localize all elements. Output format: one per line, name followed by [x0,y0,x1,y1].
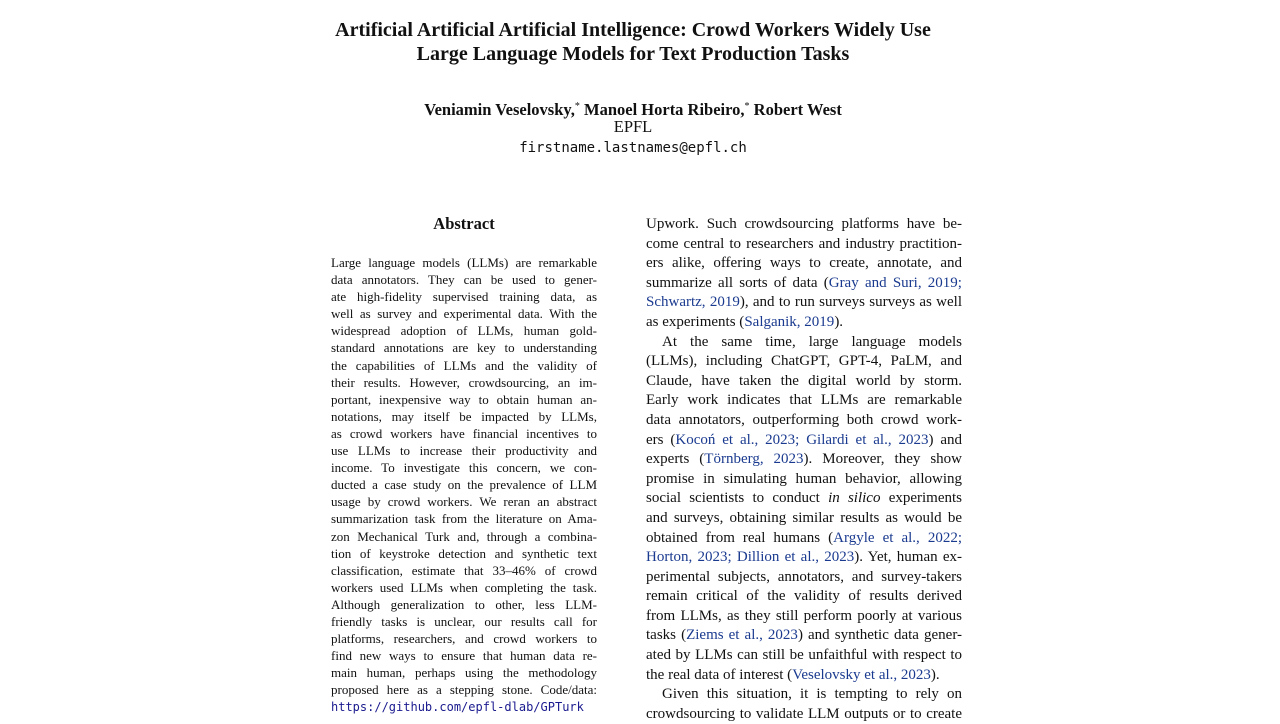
abstract-line: proposed here as a stepping stone. Code/data: [331,682,597,698]
abstract-line: classification, estimate that 33–46% of crowd [331,562,597,578]
abstract-line: ducted a case study on the prevalence of LLM [331,477,597,493]
title-line-1: Artificial Artificial Artificial Intelligence: Crowd Workers Widely Use [335,19,931,41]
author-3: Robert West [753,100,842,119]
abstract-line: data annotators. They can be used to gener- [331,272,597,288]
body-line [646,450,962,470]
body-text: ). Yet, human ex- [854,549,962,566]
equal-contribution-mark: * [744,101,750,112]
body-line [646,666,962,686]
abstract-line: zon Mechanical Turk and, through a combina- [331,528,597,544]
citation-link[interactable]: Schwartz, 2019 [646,294,740,311]
body-text: experts ( [646,451,705,468]
citation-link[interactable]: Argyle et al., 2022; [833,529,962,546]
abstract-heading: Abstract [433,214,495,233]
equal-contribution-mark: * [574,101,580,112]
abstract-line: friendly tasks is unclear, our results call for [331,613,597,629]
body-text: ) and synthetic data gener- [797,627,962,644]
body-line: from LLMs, as they still perform poorly at various [646,607,962,624]
abstract-line: as crowd workers have financial incentives to [331,425,597,441]
body-text: ), and to run surveys surveys as well [739,294,962,311]
body-line: ated by LLMs can still be unfaithful with respect to [646,647,962,664]
body-line [646,489,962,509]
abstract-line: ate high-fidelity supervised training data, as [331,289,597,305]
paper-title [300,18,966,66]
body-line [646,626,962,646]
citation-link[interactable]: Gray and Suri, 2019; [828,274,962,291]
body-text: obtained from real humans ( [646,529,834,546]
body-line: Early work indicates that LLMs are remarkable [646,392,962,409]
abstract-code-line [331,698,597,716]
body-text: as experiments ( [646,313,745,330]
abstract-line: usage by crowd workers. We reran an abstract [331,494,597,510]
body-line [646,529,962,549]
body-text: tasks ( [646,627,687,644]
abstract-line: their results. However, crowdsourcing, an im- [331,374,597,390]
body-line: Given this situation, it is tempting to rely on [662,686,962,703]
abstract-line: platforms, researchers, and crowd workers to [331,631,597,647]
abstract-line: Although generalization to other, less LLM- [331,596,597,612]
abstract-line: find new ways to ensure that human data re- [331,648,597,664]
body-text: ) and [928,431,962,448]
author-email: firstname.lastnames@epfl.ch [519,140,747,156]
citation-link[interactable]: Veselovsky et al., 2023 [792,666,931,683]
body-line: promise in simulating human behavior, allowing [646,470,962,487]
right-column-body [646,215,962,724]
affiliation: EPFL [613,117,653,136]
citation-link[interactable]: Törnberg, 2023 [704,451,804,468]
body-line: and surveys, obtaining similar results as would be [646,509,962,526]
abstract-line: well as survey and experimental data. With the [331,306,597,322]
body-line [646,431,962,451]
body-line [646,293,962,313]
body-text: ers ( [646,431,676,448]
body-line: crowdsourcing to validate LLM outputs or to create [646,705,962,722]
body-text: social scientists to conduct [646,490,829,507]
abstract-line: income. To investigate this concern, we con- [331,460,597,476]
body-line [646,548,962,568]
abstract-line: workers used LLMs when completing the task. [331,579,597,595]
body-text: ). [834,313,844,330]
body-line: data annotators, outperforming both crowd work- [646,411,962,428]
author-2: Manoel Horta Ribeiro, [584,100,745,119]
body-text: the real data of interest ( [646,666,793,683]
body-text: ). [930,666,940,683]
body-line [646,313,962,333]
body-text: ). Moreover, they show [803,451,962,468]
citation-link[interactable]: Ziems et al., 2023 [686,627,798,644]
abstract-line: the capabilities of LLMs and the validity of [331,357,597,373]
title-line-2: Large Language Models for Text Production Tasks [416,43,850,65]
body-text: summarize all sorts of data ( [646,274,829,291]
abstract-line: portant, inexpensive way to obtain human an- [331,391,597,407]
abstract-line: widespread adoption of LLMs, human gold- [331,323,597,339]
abstract-line: Large language models (LLMs) are remarkable [331,255,597,270]
citation-link[interactable]: Salganik, 2019 [744,313,835,330]
body-line: ers alike, offering ways to create, annotate, and [646,255,962,272]
citation-link[interactable]: Kocoń et al., 2023; Gilardi et al., 2023 [675,431,929,448]
body-line: come central to researchers and industry practition- [646,235,962,252]
body-line: At the same time, large language models [662,333,962,350]
body-line [646,274,962,294]
abstract-line: tion of keystroke detection and synthetic text [331,545,597,561]
abstract-line: notations, may itself be impacted by LLMs, [331,408,597,424]
emphasis: in silico [828,490,881,507]
body-line: Upwork. Such crowdsourcing platforms have be- [646,216,962,232]
body-line: remain critical of the validity of results derived [646,588,962,605]
body-text: experiments [880,490,962,507]
abstract-line: standard annotations are key to understanding [331,340,597,356]
author-1: Veniamin Veselovsky, [424,100,575,119]
abstract-line: main human, perhaps using the methodology [331,665,597,681]
body-line: perimental subjects, annotators, and survey-takers [646,568,962,585]
abstract-body [331,254,597,717]
body-line: (LLMs), including ChatGPT, GPT-4, PaLM, and [646,353,962,370]
abstract-line: summarization task from the literature on Ama- [331,511,597,527]
body-line: Claude, have taken the digital world by storm. [646,372,962,389]
code-link[interactable]: https://github.com/epfl-dlab/GPTurk [331,700,584,715]
citation-link[interactable]: Horton, 2023; Dillion et al., 2023 [646,549,855,566]
abstract-line: use LLMs to increase their productivity and [331,443,597,459]
